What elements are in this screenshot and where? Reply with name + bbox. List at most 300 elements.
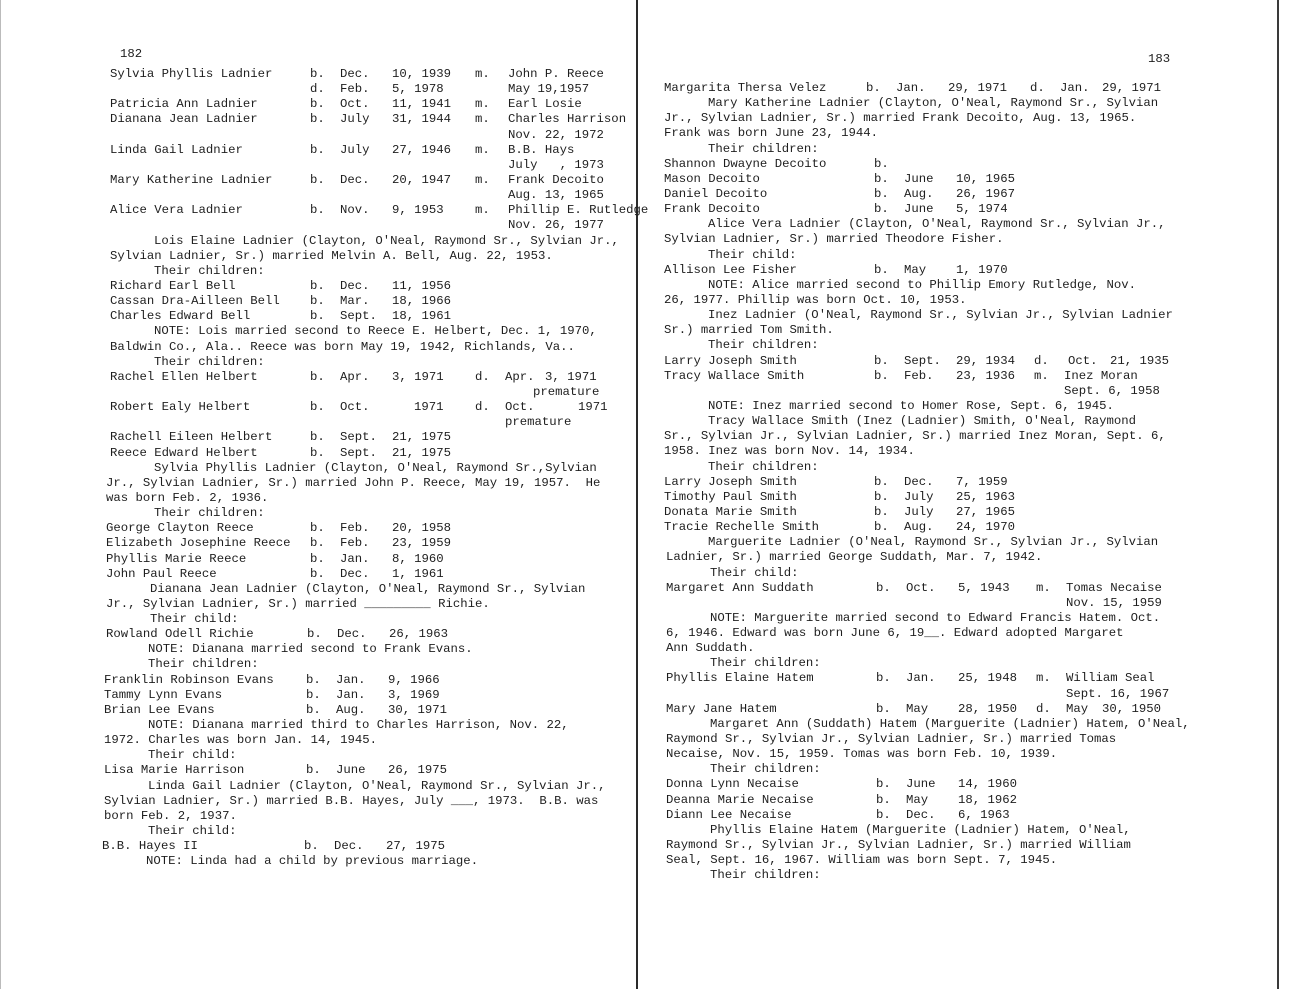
- text-line: [662, 126, 1272, 141]
- text-cell: b.: [307, 627, 322, 642]
- text-line: [100, 340, 630, 355]
- text-cell: Dec.: [337, 627, 367, 642]
- text-line: [100, 824, 630, 839]
- text-line: [662, 671, 1272, 686]
- text-cell: Rowland Odell Richie: [106, 627, 254, 642]
- text-line: [100, 506, 630, 521]
- text-cell: Jr., Sylvian Ladnier, Sr.) married _________ Richie.: [106, 596, 490, 611]
- text-cell: b.: [876, 671, 891, 686]
- text-line: [662, 263, 1272, 278]
- text-cell: b.: [876, 777, 891, 792]
- text-line: [662, 808, 1272, 823]
- text-cell: Sr.) married Tom Smith.: [664, 323, 834, 338]
- text-line: [100, 839, 630, 854]
- text-line: [662, 293, 1272, 308]
- text-cell: Marguerite Ladnier (O'Neal, Raymond Sr., Sylvian Jr., Sylvian: [708, 535, 1159, 550]
- text-cell: Nov. 22, 1972: [508, 127, 604, 142]
- page-number: 182: [120, 47, 143, 61]
- text-cell: b.: [874, 368, 889, 383]
- text-cell: Feb.: [904, 368, 934, 383]
- text-line: [662, 414, 1272, 429]
- text-line: [100, 309, 630, 324]
- text-line: [662, 596, 1272, 611]
- text-line: [100, 612, 630, 627]
- genealogy-entries: [662, 81, 1272, 883]
- text-cell: May: [1066, 701, 1089, 716]
- text-cell: May 19,1957: [508, 82, 590, 97]
- text-cell: 11, 1941: [392, 97, 452, 112]
- text-cell: 1972. Charles was born Jan. 14, 1945.: [104, 733, 378, 748]
- text-cell: b.: [874, 520, 889, 535]
- text-cell: b.: [310, 551, 325, 566]
- text-cell: Phyllis Marie Reece: [106, 551, 247, 566]
- text-cell: Larry Joseph Smith: [664, 353, 797, 368]
- text-line: [100, 582, 630, 597]
- text-cell: June: [336, 763, 366, 778]
- text-cell: b.: [304, 839, 319, 854]
- text-cell: Nov. 26, 1977: [508, 218, 604, 233]
- text-cell: Sylvian Ladnier, Sr.) married B.B. Hayes, July ___, 1973. B.B. was: [104, 793, 599, 808]
- text-cell: Shannon Dwayne Decoito: [664, 156, 827, 171]
- text-cell: Their child:: [148, 748, 237, 763]
- text-cell: Dec.: [340, 566, 370, 581]
- text-cell: Tracy Wallace Smith: [664, 368, 805, 383]
- text-cell: Jan.: [906, 671, 936, 686]
- text-cell: Frank Decoito: [508, 172, 604, 187]
- text-line: [100, 385, 630, 400]
- text-cell: 26, 1977. Phillip was born Oct. 10, 1953.: [664, 292, 967, 307]
- text-cell: 5, 1978: [392, 82, 444, 97]
- text-cell: b.: [310, 172, 325, 187]
- text-line: [662, 581, 1272, 596]
- text-cell: Allison Lee Fisher: [664, 262, 797, 277]
- text-cell: Sylvia Phyllis Ladnier: [110, 67, 273, 81]
- text-line: [662, 354, 1272, 369]
- text-cell: m.: [475, 97, 490, 112]
- text-cell: June: [904, 202, 934, 217]
- text-cell: 7, 1959: [956, 474, 1008, 489]
- text-cell: m.: [1036, 671, 1051, 686]
- text-cell: 1958. Inez was born Nov. 14, 1934.: [664, 444, 915, 459]
- text-cell: Jan.: [336, 687, 366, 702]
- text-cell: Margarita Thersa Velez: [664, 81, 827, 95]
- text-line: [662, 217, 1272, 232]
- text-cell: Linda Gail Ladnier: [110, 142, 243, 157]
- text-cell: Oct.: [505, 400, 535, 415]
- text-cell: 23, 1959: [392, 536, 452, 551]
- text-cell: Sept. 16, 1967: [1066, 686, 1170, 701]
- text-line: [100, 567, 630, 582]
- text-cell: Sylvian Ladnier, Sr.) married Theodore Fisher.: [664, 232, 1004, 247]
- text-cell: July , 1973: [508, 157, 604, 172]
- text-cell: John Paul Reece: [106, 566, 217, 581]
- text-cell: Margaret Ann Suddath: [666, 580, 814, 595]
- text-cell: d.: [475, 400, 490, 415]
- text-cell: 5, 1943: [958, 580, 1010, 595]
- text-line: [100, 82, 630, 97]
- text-cell: b.: [874, 262, 889, 277]
- text-cell: Aug.: [904, 186, 934, 201]
- text-cell: Charles Edward Bell: [110, 309, 251, 324]
- text-cell: b.: [310, 278, 325, 293]
- text-cell: b.: [310, 203, 325, 218]
- text-cell: Their child:: [150, 612, 239, 627]
- text-cell: Jan.: [1060, 81, 1090, 95]
- text-cell: 23, 1936: [956, 368, 1016, 383]
- text-cell: d.: [1034, 353, 1049, 368]
- text-cell: Robert Ealy Helbert: [110, 400, 251, 415]
- text-cell: June: [906, 777, 936, 792]
- text-line: [662, 460, 1272, 475]
- text-line: [100, 430, 630, 445]
- text-line: [100, 324, 630, 339]
- text-cell: b.: [310, 445, 325, 460]
- text-cell: Their children:: [154, 354, 265, 369]
- text-cell: born Feb. 2, 1937.: [104, 808, 237, 823]
- text-cell: Sept.: [340, 309, 377, 324]
- text-cell: Earl Losie: [508, 97, 582, 112]
- text-cell: Tomas Necaise: [1066, 580, 1162, 595]
- text-cell: m.: [475, 67, 490, 81]
- text-line: [100, 400, 630, 415]
- text-line: [662, 732, 1272, 747]
- text-cell: Necaise, Nov. 15, 1959. Tomas was born Feb. 10, 1939.: [666, 747, 1058, 762]
- text-cell: Timothy Paul Smith: [664, 489, 797, 504]
- text-line: [100, 188, 630, 203]
- text-line: [100, 112, 630, 127]
- text-line: [662, 853, 1272, 868]
- text-cell: b.: [310, 566, 325, 581]
- text-line: [662, 142, 1272, 157]
- text-cell: 14, 1960: [958, 777, 1018, 792]
- text-cell: b.: [310, 67, 325, 81]
- text-cell: Aug.: [336, 702, 366, 717]
- text-line: [662, 702, 1272, 717]
- text-cell: Nov. 15, 1959: [1066, 595, 1162, 610]
- text-line: [100, 597, 630, 612]
- text-line: [662, 323, 1272, 338]
- text-line: [662, 505, 1272, 520]
- text-line: [662, 566, 1272, 581]
- text-line: [100, 627, 630, 642]
- text-line: [662, 762, 1272, 777]
- text-cell: Inez Moran: [1064, 368, 1138, 383]
- text-cell: 6, 1946. Edward was born June 6, 19__. Edward adopted Margaret: [666, 626, 1124, 641]
- text-line: [100, 536, 630, 551]
- text-cell: Dec.: [334, 839, 364, 854]
- text-line: [662, 157, 1272, 172]
- text-cell: Sylvia Phyllis Ladnier (Clayton, O'Neal, Raymond Sr.,Sylvian: [154, 460, 597, 475]
- text-line: [662, 490, 1272, 505]
- text-cell: May: [904, 262, 927, 277]
- text-cell: Dec.: [340, 172, 370, 187]
- text-cell: b.: [310, 97, 325, 112]
- text-cell: Mary Katherine Ladnier (Clayton, O'Neal, Raymond Sr., Sylvian: [708, 96, 1159, 111]
- text-line: [100, 158, 630, 173]
- text-cell: Jr., Sylvian Ladnier, Sr.) married John P. Reece, May 19, 1957. He: [106, 475, 601, 490]
- text-cell: b.: [866, 81, 881, 95]
- text-cell: Mary Katherine Ladnier: [110, 172, 273, 187]
- text-cell: NOTE: Linda had a child by previous marriage.: [146, 854, 479, 869]
- text-cell: 18, 1962: [958, 792, 1018, 807]
- text-line: [662, 187, 1272, 202]
- text-cell: 6, 1963: [958, 807, 1010, 822]
- text-cell: 27, 1975: [386, 839, 446, 854]
- text-cell: Sr., Sylvian Jr., Sylvian Ladnier, Sr.) married Inez Moran, Sept. 6,: [664, 429, 1166, 444]
- text-cell: Raymond Sr., Sylvian Jr., Sylvian Ladnier, Sr.) married William: [666, 838, 1131, 853]
- text-cell: was born Feb. 2, 1936.: [106, 490, 269, 505]
- text-cell: 20, 1958: [392, 521, 452, 536]
- text-cell: b.: [874, 504, 889, 519]
- text-cell: Deanna Marie Necaise: [666, 792, 814, 807]
- text-cell: 30, 1971: [388, 702, 448, 717]
- text-cell: Their children:: [710, 762, 821, 777]
- text-line: [100, 748, 630, 763]
- text-line: [100, 415, 630, 430]
- text-cell: NOTE: Lois married second to Reece E. Helbert, Dec. 1, 1970,: [154, 324, 597, 339]
- text-line: [662, 202, 1272, 217]
- text-line: [100, 97, 630, 112]
- text-line: [100, 355, 630, 370]
- text-cell: July: [340, 142, 370, 157]
- text-cell: d.: [1036, 701, 1051, 716]
- text-cell: Aug.: [904, 520, 934, 535]
- text-cell: Nov.: [340, 203, 370, 218]
- text-line: [662, 248, 1272, 263]
- text-line: [662, 232, 1272, 247]
- text-cell: Dianana Jean Ladnier (Clayton, O'Neal, Raymond Sr., Sylvian: [150, 581, 586, 596]
- text-line: [662, 626, 1272, 641]
- text-cell: 10, 1939: [392, 67, 452, 81]
- text-line: [662, 868, 1272, 883]
- text-line: [662, 399, 1272, 414]
- text-cell: Brian Lee Evans: [104, 702, 215, 717]
- text-cell: 31, 1944: [392, 112, 452, 127]
- text-cell: 5, 1974: [956, 202, 1008, 217]
- text-cell: b.: [874, 202, 889, 217]
- text-cell: Larry Joseph Smith: [664, 474, 797, 489]
- page-number: 183: [1148, 52, 1171, 66]
- text-cell: b.: [306, 763, 321, 778]
- text-cell: 1971: [578, 400, 608, 415]
- text-cell: Diann Lee Necaise: [666, 807, 792, 822]
- text-cell: Oct.: [1068, 353, 1098, 368]
- text-cell: 20, 1947: [392, 172, 452, 187]
- text-line: [662, 475, 1272, 490]
- text-cell: Apr.: [505, 369, 535, 384]
- text-cell: Feb.: [340, 536, 370, 551]
- text-cell: Oct.: [340, 400, 370, 415]
- text-cell: Dec.: [904, 474, 934, 489]
- text-line: [100, 461, 630, 476]
- text-cell: B.B. Hayes II: [102, 839, 198, 854]
- text-cell: Feb.: [340, 521, 370, 536]
- text-cell: 3, 1969: [388, 687, 440, 702]
- text-cell: 10, 1965: [956, 171, 1016, 186]
- text-cell: b.: [874, 489, 889, 504]
- text-cell: m.: [1034, 368, 1049, 383]
- text-cell: Ann Suddath.: [666, 641, 755, 656]
- text-cell: m.: [475, 142, 490, 157]
- text-line: [662, 308, 1272, 323]
- text-cell: 26, 1967: [956, 186, 1016, 201]
- text-cell: premature: [505, 415, 572, 430]
- text-cell: premature: [533, 384, 600, 399]
- text-line: [100, 218, 630, 233]
- text-cell: b.: [874, 171, 889, 186]
- text-line: [662, 717, 1272, 732]
- text-cell: Phyllis Elaine Hatem (Marguerite (Ladnier) Hatem, O'Neal,: [710, 822, 1131, 837]
- left-page-edge: [0, 0, 1, 989]
- text-line: [662, 520, 1272, 535]
- text-cell: Their children:: [148, 657, 259, 672]
- text-cell: Sept.: [340, 430, 377, 445]
- text-line: [100, 779, 630, 794]
- text-cell: m.: [475, 172, 490, 187]
- text-cell: Mary Jane Hatem: [666, 701, 777, 716]
- text-cell: NOTE: Alice married second to Phillip Emory Rutledge, Nov.: [708, 277, 1137, 292]
- text-cell: 30, 1950: [1102, 701, 1162, 716]
- text-line: [100, 733, 630, 748]
- text-line: [662, 172, 1272, 187]
- text-cell: 3, 1971: [545, 369, 597, 384]
- text-cell: b.: [874, 186, 889, 201]
- text-cell: Tracie Rechelle Smith: [664, 520, 819, 535]
- text-cell: July: [904, 489, 934, 504]
- book-gutter-divider: [636, 0, 638, 989]
- text-cell: Mason Decoito: [664, 171, 760, 186]
- text-cell: NOTE: Inez married second to Homer Rose, Sept. 6, 1945.: [708, 398, 1114, 413]
- text-cell: June: [904, 171, 934, 186]
- text-cell: NOTE: Dianana married second to Frank Evans.: [148, 642, 473, 657]
- text-cell: 26, 1963: [389, 627, 449, 642]
- text-cell: b.: [310, 400, 325, 415]
- text-cell: b.: [306, 687, 321, 702]
- text-cell: Elizabeth Josephine Reece: [106, 536, 291, 551]
- text-cell: 9, 1953: [392, 203, 444, 218]
- text-cell: 18, 1966: [392, 294, 452, 309]
- text-line: [100, 370, 630, 385]
- text-cell: Dec.: [340, 278, 370, 293]
- text-cell: Sept. 6, 1958: [1064, 383, 1160, 398]
- text-cell: b.: [310, 142, 325, 157]
- text-cell: Reece Edward Helbert: [110, 445, 258, 460]
- text-line: [100, 67, 630, 82]
- text-cell: Richard Earl Bell: [110, 278, 236, 293]
- text-line: [100, 476, 630, 491]
- text-cell: 1, 1961: [392, 566, 444, 581]
- text-cell: Sylvian Ladnier, Sr.) married Melvin A. Bell, Aug. 22, 1953.: [110, 248, 553, 263]
- text-cell: Alice Vera Ladnier (Clayton, O'Neal, Raymond Sr., Sylvian Jr.,: [708, 217, 1166, 232]
- text-cell: Franklin Robinson Evans: [104, 672, 274, 687]
- text-line: [662, 338, 1272, 353]
- text-cell: b.: [874, 353, 889, 368]
- text-line: [100, 688, 630, 703]
- text-cell: b.: [310, 521, 325, 536]
- text-line: [662, 96, 1272, 111]
- text-cell: 26, 1975: [388, 763, 448, 778]
- text-cell: Daniel Decoito: [664, 186, 768, 201]
- text-cell: Rachell Eileen Helbert: [110, 430, 273, 445]
- text-cell: Their children:: [710, 656, 821, 671]
- text-cell: Dec.: [906, 807, 936, 822]
- text-cell: Apr.: [340, 369, 370, 384]
- text-line: [100, 234, 630, 249]
- text-line: [100, 763, 630, 778]
- right-page-edge: [1277, 0, 1279, 989]
- text-line: [100, 249, 630, 264]
- text-cell: Baldwin Co., Ala.. Reece was born May 19, 1942, Richlands, Va..: [110, 339, 575, 354]
- text-cell: b.: [306, 672, 321, 687]
- text-cell: B.B. Hays: [508, 142, 575, 157]
- text-line: [662, 838, 1272, 853]
- text-cell: b.: [874, 474, 889, 489]
- text-line: [100, 552, 630, 567]
- text-cell: Their children:: [708, 141, 819, 156]
- text-cell: 28, 1950: [958, 701, 1018, 716]
- text-cell: Alice Vera Ladnier: [110, 203, 243, 218]
- text-cell: Dianana Jean Ladnier: [110, 112, 258, 127]
- text-cell: b.: [306, 702, 321, 717]
- text-cell: b.: [310, 369, 325, 384]
- text-line: [100, 128, 630, 143]
- text-line: [100, 703, 630, 718]
- text-line: [662, 429, 1272, 444]
- text-cell: May: [906, 701, 929, 716]
- text-cell: m.: [1036, 580, 1051, 595]
- text-line: [662, 81, 1272, 96]
- text-line: [662, 656, 1272, 671]
- text-line: [100, 642, 630, 657]
- text-line: [662, 384, 1272, 399]
- text-cell: Their child:: [710, 565, 799, 580]
- text-line: [100, 794, 630, 809]
- text-line: [100, 673, 630, 688]
- text-cell: d.: [475, 369, 490, 384]
- text-line: [662, 747, 1272, 762]
- text-cell: d.: [1030, 81, 1045, 95]
- text-line: [662, 535, 1272, 550]
- text-cell: Sept.: [340, 445, 377, 460]
- text-cell: Tammy Lynn Evans: [104, 687, 223, 702]
- text-cell: Lisa Marie Harrison: [104, 763, 245, 778]
- text-line: [662, 111, 1272, 126]
- text-cell: John P. Reece: [508, 67, 604, 81]
- text-cell: Frank Decoito: [664, 202, 760, 217]
- text-line: [100, 203, 649, 218]
- text-cell: Phillip E. Rutledge: [508, 203, 649, 218]
- text-cell: 3, 1971: [392, 369, 444, 384]
- text-line: [100, 521, 630, 536]
- text-cell: Lois Elaine Ladnier (Clayton, O'Neal, Raymond Sr., Sylvian Jr.,: [154, 233, 619, 248]
- text-cell: 25, 1963: [956, 489, 1016, 504]
- text-line: [100, 809, 630, 824]
- text-cell: Their children:: [154, 506, 265, 521]
- text-cell: 29, 1934: [956, 353, 1016, 368]
- genealogy-entries: [100, 67, 649, 869]
- text-cell: Frank was born June 23, 1944.: [664, 126, 879, 141]
- text-cell: b.: [310, 309, 325, 324]
- text-cell: Seal, Sept. 16, 1967. William was born Sept. 7, 1945.: [666, 853, 1058, 868]
- text-cell: Their child:: [148, 824, 237, 839]
- text-cell: Jan.: [336, 672, 366, 687]
- text-cell: b.: [876, 792, 891, 807]
- text-cell: Donata Marie Smith: [664, 504, 797, 519]
- text-cell: George Clayton Reece: [106, 521, 254, 536]
- text-cell: b.: [876, 580, 891, 595]
- text-cell: Dec.: [340, 67, 370, 81]
- text-line: [662, 369, 1272, 384]
